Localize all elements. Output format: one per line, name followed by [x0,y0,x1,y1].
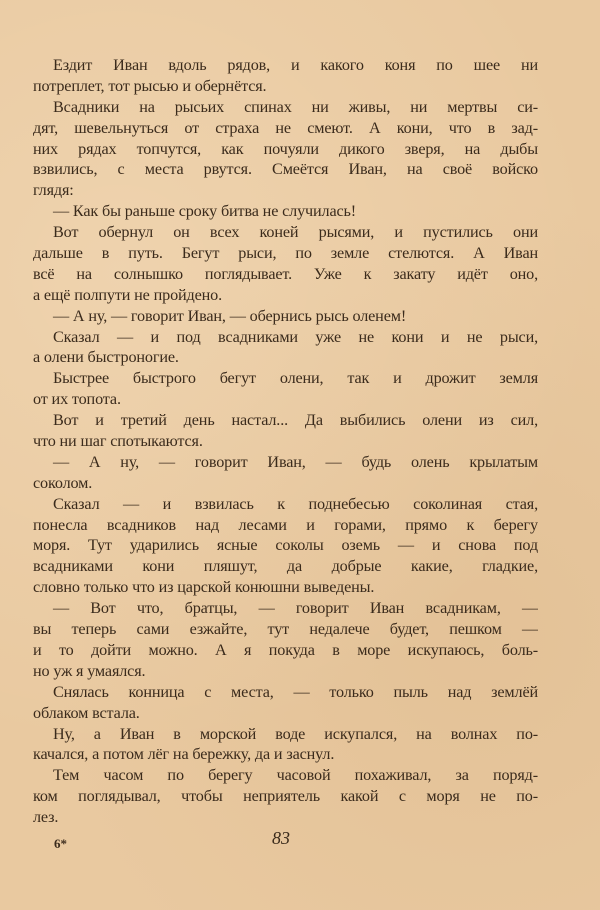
text-line: а ещё полпути не пройдено. [33,285,223,304]
text-line: всё на солнышко поглядывает. Уже к закату идёт оно, [33,264,538,283]
text-line: качался, а потом лёг на бережку, да и заснул. [33,745,335,764]
text-line: глядя: [33,181,74,200]
text-line: что ни шаг спотыкаются. [33,432,203,451]
text-line: взвились, с места рвутся. Смеётся Иван, на своё войско [33,160,538,179]
text-line: Сказал — и под всадниками уже не кони и не рыси, [53,327,538,346]
signature-mark: 6* [54,836,67,851]
text-line: лез. [33,808,59,827]
text-line: понесла всадников над лесами и горами, прямо к берегу [33,515,538,534]
text-line: Всадники на рысьих спинах ни живы, ни мертвы си- [53,97,538,116]
text-line: Ну, а Иван в морской воде искупался, на волнах по- [53,724,538,743]
text-line: ком поглядывал, чтобы неприятель какой с моря не по- [33,787,538,806]
body-text [33,55,538,828]
text-line: Ездит Иван вдоль рядов, и какого коня по шее ни [53,56,538,74]
text-line: облаком встала. [33,703,140,722]
text-line: Тем часом по берегу часовой похаживал, за поряд- [53,766,538,785]
page-number: 83 [272,828,290,848]
text-line: — А ну, — говорит Иван, — будь олень крылатым [53,452,538,471]
text-line: — Как бы раньше сроку битва не случилась! [53,202,357,221]
text-line: Вот обернул он всех коней рысями, и пустились они [53,223,538,242]
text-line: дят, шевельнуться от страха не смеют. А кони, что в зад- [33,118,538,137]
text-line: словно только что из царской конюшни выведены. [33,578,375,597]
text-line: Вот и третий день настал... Да выбились олени из сил, [53,411,538,430]
text-line: но уж я умаялся. [33,661,146,680]
text-line: — А ну, — говорит Иван, — обернись рысь оленем! [53,306,407,325]
text-line: них рядах топчутся, как почуяли дикого зверя, на дыбы [33,139,538,158]
text-line: соколом. [33,473,93,492]
text-line: Сказал — и взвилась к поднебесью соколиная стая, [53,494,538,513]
text-line: а олени быстроногие. [33,348,179,367]
text-line: вы теперь сами езжайте, тут недалече будет, пешком — [33,620,538,639]
text-line: потреплет, тот рысью и обернётся. [33,76,267,95]
text-line: — Вот что, братцы, — говорит Иван всадникам, — [53,599,538,618]
text-line: и то дойти можно. А я покуда в море искупаюсь, боль- [33,640,538,659]
text-line: дальше в путь. Бегут рыси, по земле стелются. А Иван [33,244,538,263]
text-line: моря. Тут ударились ясные соколы оземь — и снова под [33,536,538,555]
text-line: Быстрее быстрого бегут олени, так и дрожит земля [53,369,538,388]
text-line: Снялась конница с места, — только пыль над землёй [53,682,538,701]
text-line: всадниками кони пляшут, да добрые какие, гладкие, [33,557,538,576]
text-line: от их топота. [33,390,121,409]
